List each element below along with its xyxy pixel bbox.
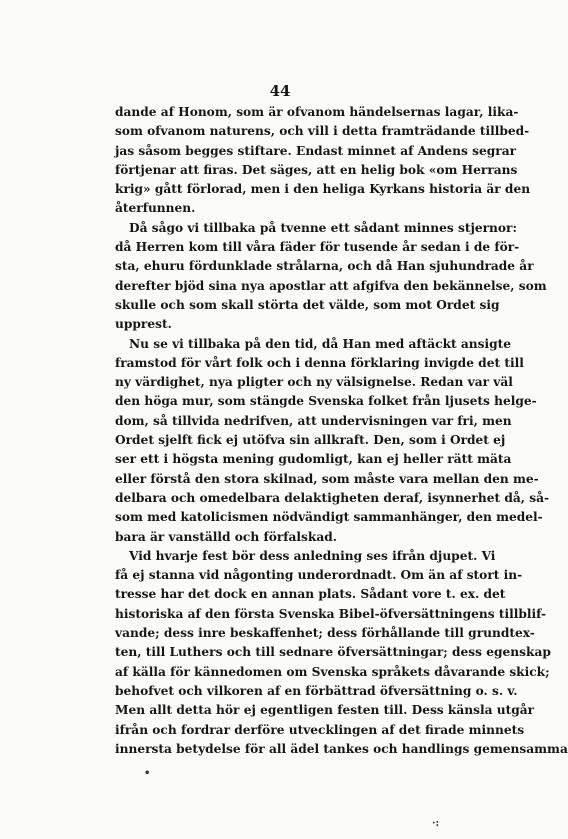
text-line: Ordet sjelft fick ej utöfva sin allkraft. Den, som i Ordet ej — [115, 433, 506, 448]
text-line: förtjenar att firas. Det säges, att en helig bok «om Herrans — [115, 162, 518, 177]
text-line: då Herren kom till våra fäder för tusende år sedan i de för- — [115, 240, 520, 255]
text-line: delbara och omedelbara delaktigheten deraf, isynnerhet då, så- — [115, 490, 550, 505]
text-line: behofvet och vilkoren af en förbättrad öfversättning o. s. v. — [115, 683, 518, 698]
text-line: innersta betydelse för all ädel tankes och handlings gemensamma — [115, 741, 568, 756]
body-text — [115, 103, 568, 759]
text-line: eller förstå den stora skilnad, som måste vara mellan den me- — [115, 471, 539, 486]
text-line: Då sågo vi tillbaka på tvenne ett sådant minnes stjernor: — [129, 220, 517, 235]
text-line: af källa för kännedomen om Svenska språkets dåvarande skick; — [115, 664, 550, 679]
text-line: bara är vanställd och förfalskad. — [115, 529, 337, 544]
text-line: Nu se vi tillbaka på den tid, då Han med aftäckt ansigte — [129, 336, 512, 351]
text-line: som med katolicismen nödvändigt sammanhänger, den medel- — [115, 510, 543, 525]
text-line: framstod för vårt folk och i denna förklaring invigde det till — [115, 355, 524, 370]
text-line: dom, så tillvida nedrifven, att undervisningen var fri, men — [115, 413, 512, 428]
text-line: vande; dess inre beskaffenhet; dess förhållande till grundtex- — [115, 626, 535, 641]
text-line: upprest. — [115, 317, 172, 332]
text-line: dande af Honom, som är ofvanom händelsernas lagar, lika- — [115, 105, 519, 119]
text-line: ifrån och fordrar derföre utvecklingen af det firade minnets — [115, 722, 525, 737]
text-line: krig» gått förlorad, men i den heliga Kyrkans historia är den — [115, 182, 531, 197]
text-line: Men allt detta hör ej egentligen festen till. Dess känsla utgår — [115, 703, 535, 718]
text-line: skulle och som skall störta det välde, som mot Ordet sig — [115, 297, 500, 312]
text-line: få ej stanna vid någonting underordnadt. Om än af stort in- — [115, 568, 523, 583]
text-line: sta, ehuru fördunklade strålarna, och då Han sjuhundrade år — [115, 259, 534, 274]
text-line: jas såsom begges stiftare. Endast minnet af Andens segrar — [115, 143, 517, 158]
text-line: återfunnen. — [115, 201, 196, 216]
text-line: tresse har det dock en annan plats. Sådant vore t. ex. det — [115, 587, 506, 602]
stray-mark-bottom-right: ·: — [432, 818, 440, 829]
text-line: historiska af den första Svenska Bibel-öfversättningens tillblif- — [115, 606, 547, 621]
text-line: ser ett i högsta mening gudomligt, kan ej heller rätt mäta — [115, 452, 512, 467]
text-line: som ofvanom naturens, och vill i detta framträdande tillbed- — [115, 124, 530, 139]
text-line: derefter bjöd sina nya apostlar att afgifva den bekännelse, som — [115, 278, 547, 293]
text-line: Vid hvarje fest bör dess anledning ses ifrån djupet. Vi — [129, 548, 496, 563]
text-line: ny värdighet, nya pligter och ny välsignelse. Redan var väl — [115, 375, 513, 390]
stray-mark-bottom-left: • — [144, 768, 151, 779]
text-line: den höga mur, som stängde Svenska folket från ljusets helge- — [115, 394, 537, 409]
text-line: ten, till Luthers och till sednare öfversättningar; dess egenskap — [115, 645, 551, 660]
page-number: 44 — [269, 82, 291, 100]
